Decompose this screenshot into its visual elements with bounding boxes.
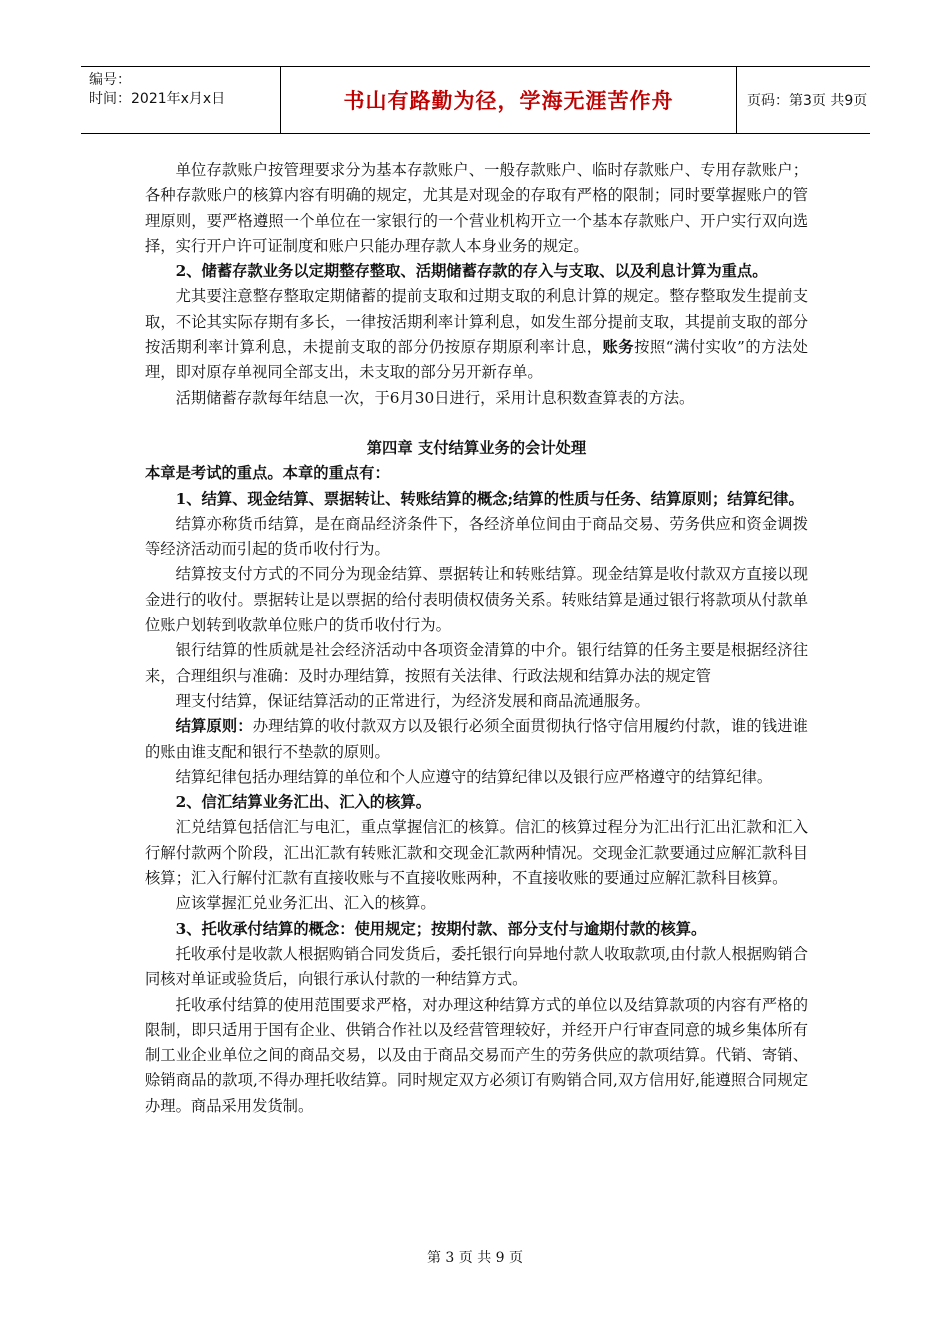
paragraph: 理支付结算，保证结算活动的正常进行，为经济发展和商品流通服务。 xyxy=(175,691,650,710)
section-heading: 2、储蓄存款业务以定期整存整取、活期储蓄存款的存入与支取、以及利息计算为重点。 xyxy=(175,262,768,281)
section-heading: 1、结算、现金结算、票据转让、转账结算的概念;结算的性质与任务、结算原则；结算纪律。 xyxy=(175,489,804,508)
header-meta xyxy=(81,67,281,133)
header-motto: 书山有路勤为径，学海无涯苦作舟 xyxy=(281,67,737,133)
paragraph: 结算亦称货币结算，是在商品经济条件下，各经济单位间由于商品交易、劳务供应和资金调拨等经济活动而引起的货币收付行为。 xyxy=(145,514,808,559)
paragraph: 活期储蓄存款每年结息一次，于6月30日进行，采用计息积数查算表的方法。 xyxy=(175,388,695,407)
paragraph-text: 尤其要注意整存整取定期储蓄的提前支取和过期支取的利息计算的规定。整存整取发生提前支取，不论其实际存期有多长，一律按活期利率计算利息，如发生部分提前支取，其提前支取的部分按活期利率计算利息，未提前支取的部分仍按原存期原利率计息， xyxy=(145,287,808,357)
paragraph-text: 按照“满付实收”的方法处理，即对原存单视同全部支出，未支取的部分另开新存单。 xyxy=(145,338,808,382)
header-page-info: 页码：第3页 共9页 xyxy=(747,93,868,109)
paragraph: 单位存款账户按管理要求分为基本存款账户、一般存款账户、临时存款账户、专用存款账户；各种存款账户的核算内容有明确的规定，尤其是对现金的存取有严格的限制；同时要掌握账户的管理原则，要严格遵照一个单位在一家银行的一个营业机构开立一个基本存款账户、开户实行双向选择，实行开户许可证制度和账户只能办理存款人本身业务的规定。 xyxy=(145,161,808,255)
page-footer: 第 3 页 共 9 页 xyxy=(426,1250,524,1266)
paragraph: 结算纪律包括办理结算的单位和个人应遵守的结算纪律以及银行应严格遵守的结算纪律。 xyxy=(175,767,773,786)
number-label: 编号： xyxy=(89,72,131,88)
chapter-intro: 本章是考试的重点。本章的重点有： xyxy=(145,464,390,483)
paragraph: 银行结算的性质就是社会经济活动中各项资金清算的中介。银行结算的任务主要是根据经济往来，合理组织与准确：及时办理结算，按照有关法律、行政法规和结算办法的规定管 xyxy=(145,641,808,685)
paragraph: 托收承付是收款人根据购销合同发货后，委托银行向异地付款人收取款项,由付款人根据购销合同核对单证或验货后，向银行承认付款的一种结算方式。 xyxy=(145,944,808,989)
principle-label: 结算原则： xyxy=(175,717,253,736)
paragraph: 应该掌握汇兑业务汇出、汇入的核算。 xyxy=(175,894,436,913)
section-heading: 2、信汇结算业务汇出、汇入的核算。 xyxy=(175,793,431,812)
chapter-title: 第四章 支付结算业务的会计处理 xyxy=(366,438,587,457)
paragraph-bold-text: 账务 xyxy=(602,338,635,357)
document-body xyxy=(145,158,808,1119)
section-heading: 3、托收承付结算的概念：使用规定；按期付款、部分支付与逾期付款的核算。 xyxy=(175,919,707,938)
paragraph xyxy=(145,284,808,385)
paragraph-text: 办理结算的收付款双方以及银行必须全面贯彻执行恪守信用履约付款，谁的钱进谁的账由谁支配和银行不垫款的原则。 xyxy=(145,717,808,761)
page-header xyxy=(81,66,870,134)
paragraph: 汇兑结算包括信汇与电汇，重点掌握信汇的核算。信汇的核算过程分为汇出行汇出汇款和汇入行解付款两个阶段，汇出汇款有转账汇款和交现金汇款两种情况。交现金汇款要通过应解汇款科目核算；汇入行解付汇款有直接收账与不直接收账两种，不直接收账的要通过应解汇款科目核算。 xyxy=(145,818,808,888)
paragraph: 结算按支付方式的不同分为现金结算、票据转让和转账结算。现金结算是收付款双方直接以现金进行的收付。票据转让是以票据的给付表明债权债务关系。转账结算是通过银行将款项从付款单位账户划转到收款单位账户的货币收付行为。 xyxy=(145,565,808,635)
paragraph xyxy=(145,714,808,765)
time-label: 时间：2021年x月x日 xyxy=(89,91,226,107)
paragraph: 托收承付结算的使用范围要求严格，对办理这种结算方式的单位以及结算款项的内容有严格的限制，即只适用于国有企业、供销合作社以及经营管理较好，并经开户行审查同意的城乡集体所有制工业企业单位之间的商品交易，以及由于商品交易而产生的劳务供应的款项结算。代销、寄销、赊销商品的款项,不得办理托收结算。同时规定双方必须订有购销合同,双方信用好,能遵照合同规定办理。商品采用发货制。 xyxy=(145,995,808,1115)
